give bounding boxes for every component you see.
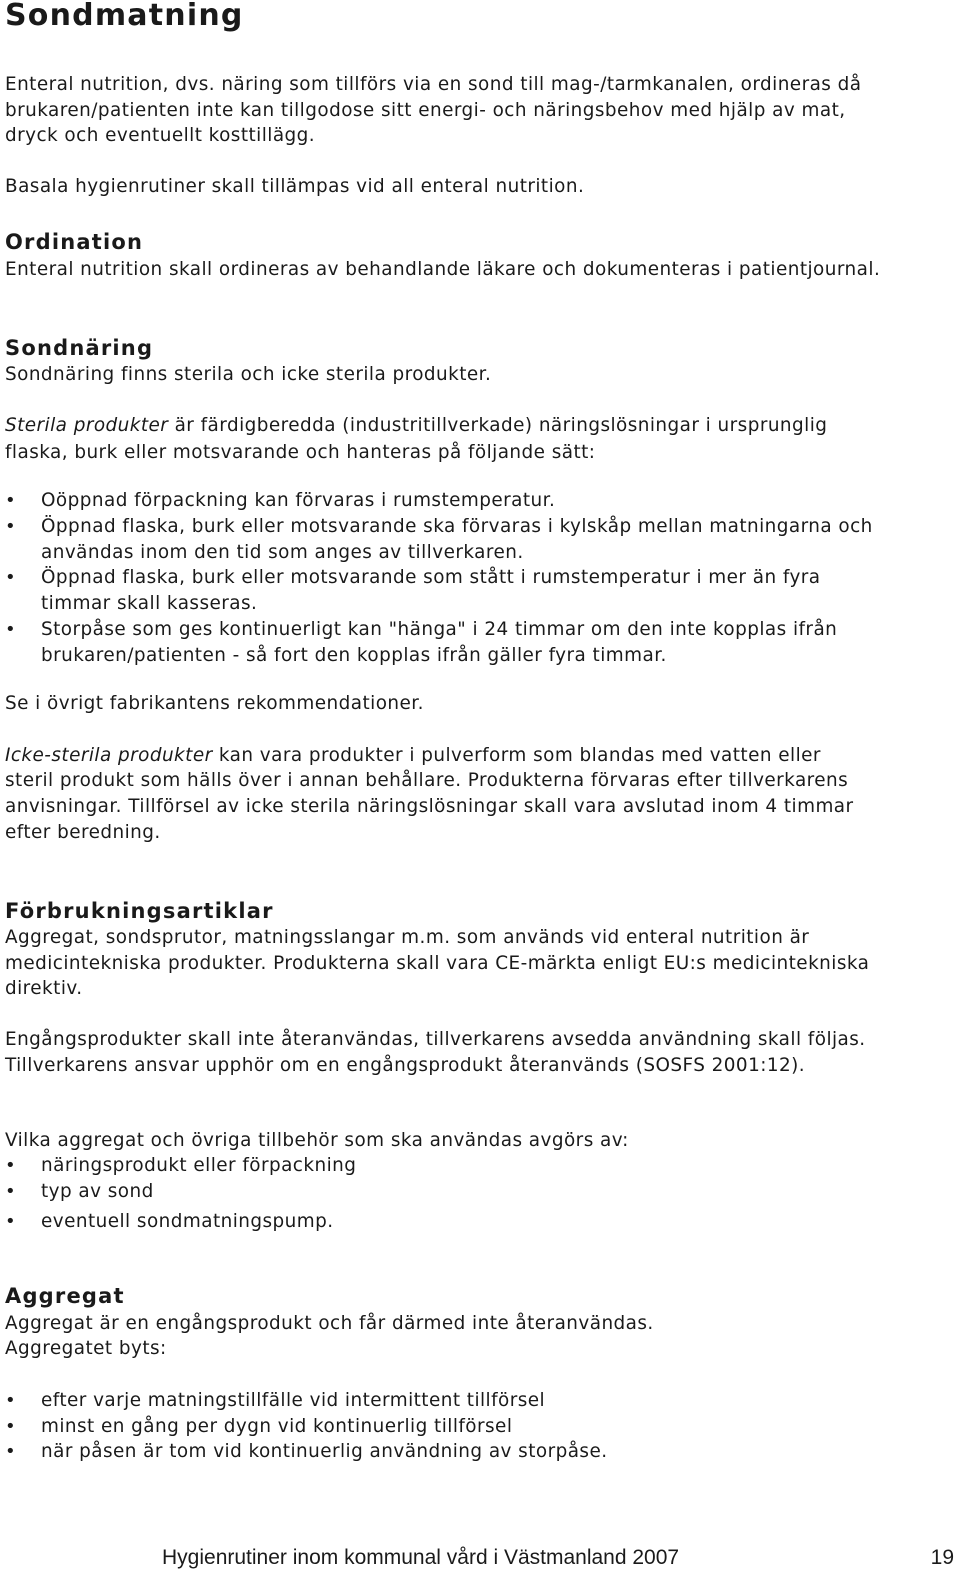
bullet-icon: • bbox=[5, 1155, 17, 1176]
bullet-icon: • bbox=[5, 1441, 17, 1462]
nonsterile-rest: kan vara produkter i pulverform som blandas med vatten eller bbox=[212, 745, 821, 766]
bullet-icon: • bbox=[5, 1390, 17, 1411]
ordination-text: Enteral nutrition skall ordineras av behandlande läkare och dokumenteras i patientjournal. bbox=[5, 259, 881, 280]
sterile-bullet-4-line-2: brukaren/patienten - så fort den kopplas ifrån gäller fyra timmar. bbox=[41, 645, 667, 666]
nonsterile-paragraph-line-1 bbox=[5, 743, 821, 769]
nonsterile-term: Icke-sterila produkter bbox=[5, 745, 213, 766]
page-title: Sondmatning bbox=[5, 0, 244, 33]
intro-line-2: brukaren/patienten inte kan tillgodose sitt energi- och näringsbehov med hjälp av mat, bbox=[5, 100, 846, 121]
sterile-paragraph-line-2: flaska, burk eller motsvarande och hanteras på följande sätt: bbox=[5, 442, 596, 463]
aggregat-item-2: minst en gång per dygn vid kontinuerlig tillförsel bbox=[41, 1416, 513, 1437]
recommendations-text: Se i övrigt fabrikantens rekommendationer. bbox=[5, 693, 424, 714]
which-item-1: näringsprodukt eller förpackning bbox=[41, 1155, 357, 1176]
page-number: 19 bbox=[930, 1546, 954, 1569]
hygiene-statement: Basala hygienrutiner skall tillämpas vid all enteral nutrition. bbox=[5, 176, 585, 197]
ordination-heading: Ordination bbox=[5, 230, 144, 254]
bullet-icon: • bbox=[5, 516, 17, 537]
bullet-icon: • bbox=[5, 1181, 17, 1202]
forbrukning-line-2: medicintekniska produkter. Produkterna skall vara CE-märkta enligt EU:s medicintekniska bbox=[5, 953, 870, 974]
sterile-bullet-4-line-1: Storpåse som ges kontinuerligt kan "hänga" i 24 timmar om den inte kopplas ifrån bbox=[41, 619, 838, 640]
aggregat-text: Aggregat är en engångsprodukt och får därmed inte återanvändas. bbox=[5, 1313, 654, 1334]
forbrukning-heading: Förbrukningsartiklar bbox=[5, 899, 274, 923]
sterile-bullet-3-line-2: timmar skall kasseras. bbox=[41, 593, 258, 614]
aggregat-item-3: när påsen är tom vid kontinuerlig användning av storpåse. bbox=[41, 1441, 608, 1462]
sterile-bullet-1: Oöppnad förpackning kan förvaras i rumstemperatur. bbox=[41, 490, 556, 511]
nonsterile-paragraph-line-3: anvisningar. Tillförsel av icke sterila näringslösningar skall vara avslutad inom 4 timmar bbox=[5, 796, 854, 817]
sterile-rest: är färdigberedda (industritillverkade) näringslösningar i ursprunglig bbox=[168, 415, 828, 436]
bullet-icon: • bbox=[5, 490, 17, 511]
which-item-2: typ av sond bbox=[41, 1181, 154, 1202]
single-use-line-1: Engångsprodukter skall inte återanvändas, tillverkarens avsedda användning skall följas. bbox=[5, 1029, 866, 1050]
aggregat-heading: Aggregat bbox=[5, 1284, 125, 1308]
sondnaring-heading: Sondnäring bbox=[5, 336, 154, 360]
sterile-bullet-2-line-1: Öppnad flaska, burk eller motsvarande ska förvaras i kylskåp mellan matningarna och bbox=[41, 516, 873, 537]
bullet-icon: • bbox=[5, 619, 17, 640]
nonsterile-paragraph-line-2: steril produkt som hälls över i annan behållare. Produkterna förvaras efter tillverkarens bbox=[5, 770, 849, 791]
aggregat-item-1: efter varje matningstillfälle vid intermittent tillförsel bbox=[41, 1390, 546, 1411]
bullet-icon: • bbox=[5, 567, 17, 588]
sterile-bullet-3-line-1: Öppnad flaska, burk eller motsvarande som stått i rumstemperatur i mer än fyra bbox=[41, 567, 821, 588]
intro-line-1: Enteral nutrition, dvs. näring som tillförs via en sond till mag-/tarmkanalen, ordineras då bbox=[5, 74, 862, 95]
single-use-line-2: Tillverkarens ansvar upphör om en engångsprodukt återanvänds (SOSFS 2001:12). bbox=[5, 1055, 806, 1076]
which-label: Vilka aggregat och övriga tillbehör som ska användas avgörs av: bbox=[5, 1130, 629, 1151]
footer-text: Hygienrutiner inom kommunal vård i Västmanland 2007 bbox=[162, 1546, 680, 1569]
nonsterile-paragraph-line-4: efter beredning. bbox=[5, 822, 161, 843]
sterile-bullet-2-line-2: användas inom den tid som anges av tillverkaren. bbox=[41, 542, 524, 563]
page-footer bbox=[162, 1545, 954, 1571]
intro-line-3: dryck och eventuellt kosttillägg. bbox=[5, 125, 316, 146]
aggregat-changed-label: Aggregatet byts: bbox=[5, 1338, 167, 1359]
sterile-term: Sterila produkter bbox=[5, 415, 169, 436]
bullet-icon: • bbox=[5, 1211, 17, 1232]
which-item-3: eventuell sondmatningspump. bbox=[41, 1211, 334, 1232]
sondnaring-text: Sondnäring finns sterila och icke sterila produkter. bbox=[5, 364, 492, 385]
forbrukning-line-1: Aggregat, sondsprutor, matningsslangar m.m. som används vid enteral nutrition är bbox=[5, 927, 810, 948]
sterile-paragraph-line-1 bbox=[5, 413, 827, 439]
bullet-icon: • bbox=[5, 1416, 17, 1437]
forbrukning-line-3: direktiv. bbox=[5, 978, 83, 999]
